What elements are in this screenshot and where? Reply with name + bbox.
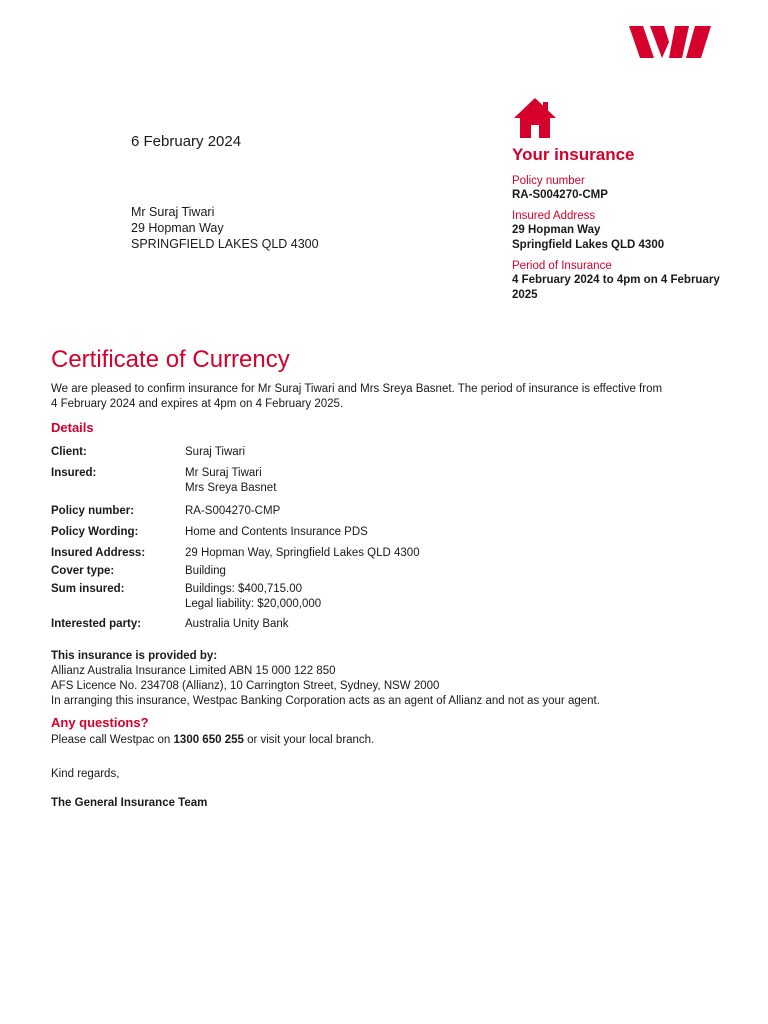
certificate-title: Certificate of Currency: [51, 346, 290, 373]
details-heading: Details: [51, 420, 94, 435]
period-line1: 4 February 2024 to 4pm on 4 February: [512, 274, 720, 286]
recipient-name: Mr Suraj Tiwari: [131, 205, 215, 219]
interested-party-label: Interested party:: [51, 618, 142, 630]
insured-value: [185, 466, 605, 495]
period-value: [512, 273, 742, 303]
recipient-address: [131, 204, 319, 252]
provider-line1: Allianz Australia Insurance Limited ABN 15 000 122 850: [51, 665, 336, 677]
insured-address-line1: 29 Hopman Way: [512, 224, 601, 236]
insured-2: Mrs Sreya Basnet: [185, 481, 277, 494]
insured-label: Insured:: [51, 467, 97, 479]
sum-insured-label: Sum insured:: [51, 583, 125, 595]
interested-party-value: Australia Unity Bank: [185, 618, 289, 630]
policy-wording-value: Home and Contents Insurance PDS: [185, 526, 368, 538]
period-line2: 2025: [512, 289, 538, 301]
client-value: Suraj Tiwari: [185, 446, 246, 458]
sum-insured-value: [185, 582, 605, 611]
questions-text-after: or visit your local branch.: [243, 734, 375, 746]
insured-address-value: [512, 223, 742, 253]
provider-line3: In arranging this insurance, Westpac Banking Corporation acts as an agent of Allianz and not as your agent.: [51, 695, 600, 707]
letter-date: 6 February 2024: [131, 133, 242, 150]
period-label: Period of Insurance: [512, 260, 612, 272]
recipient-street: 29 Hopman Way: [131, 221, 224, 235]
client-label: Client:: [51, 446, 87, 458]
insured-address-line2: Springfield Lakes QLD 4300: [512, 239, 665, 251]
questions-heading: Any questions?: [51, 715, 149, 730]
provider-block: [51, 649, 711, 709]
policy-number-value: RA-S004270-CMP: [512, 189, 608, 201]
phone-number: 1300 650 255: [173, 734, 244, 746]
policy-number-detail-value: RA-S004270-CMP: [185, 505, 281, 517]
house-icon: [514, 98, 556, 138]
policy-number-label: Policy number: [512, 175, 585, 187]
closing-team: The General Insurance Team: [51, 797, 208, 809]
sum-insured-buildings: Buildings: $400,715.00: [185, 583, 303, 595]
policy-wording-label: Policy Wording:: [51, 526, 139, 538]
cover-type-label: Cover type:: [51, 565, 115, 577]
your-insurance-title: Your insurance: [512, 145, 635, 164]
insured-address-detail-label: Insured Address:: [51, 547, 146, 559]
insured-address-label: Insured Address: [512, 210, 596, 222]
insured-1: Mr Suraj Tiwari: [185, 467, 262, 479]
sum-insured-liability: Legal liability: $20,000,000: [185, 597, 322, 610]
recipient-city: SPRINGFIELD LAKES QLD 4300: [131, 237, 319, 251]
intro-line2: 4 February 2024 and expires at 4pm on 4 February 2025.: [51, 398, 344, 410]
westpac-logo-icon: [629, 26, 711, 58]
closing-regards: Kind regards,: [51, 768, 120, 780]
insured-address-detail-value: 29 Hopman Way, Springfield Lakes QLD 4300: [185, 547, 420, 559]
questions-text-before: Please call Westpac on: [51, 734, 174, 746]
intro-line1: We are pleased to confirm insurance for Mr Suraj Tiwari and Mrs Sreya Basnet. The period of insurance is effective from: [51, 383, 663, 395]
provider-line2: AFS Licence No. 234708 (Allianz), 10 Carrington Street, Sydney, NSW 2000: [51, 680, 440, 692]
cover-type-value: Building: [185, 565, 226, 577]
provider-heading: This insurance is provided by:: [51, 650, 218, 662]
your-insurance-panel: [512, 145, 742, 309]
policy-number-detail-label: Policy number:: [51, 505, 135, 517]
certificate-intro: [51, 382, 671, 412]
questions-text: [51, 734, 374, 746]
